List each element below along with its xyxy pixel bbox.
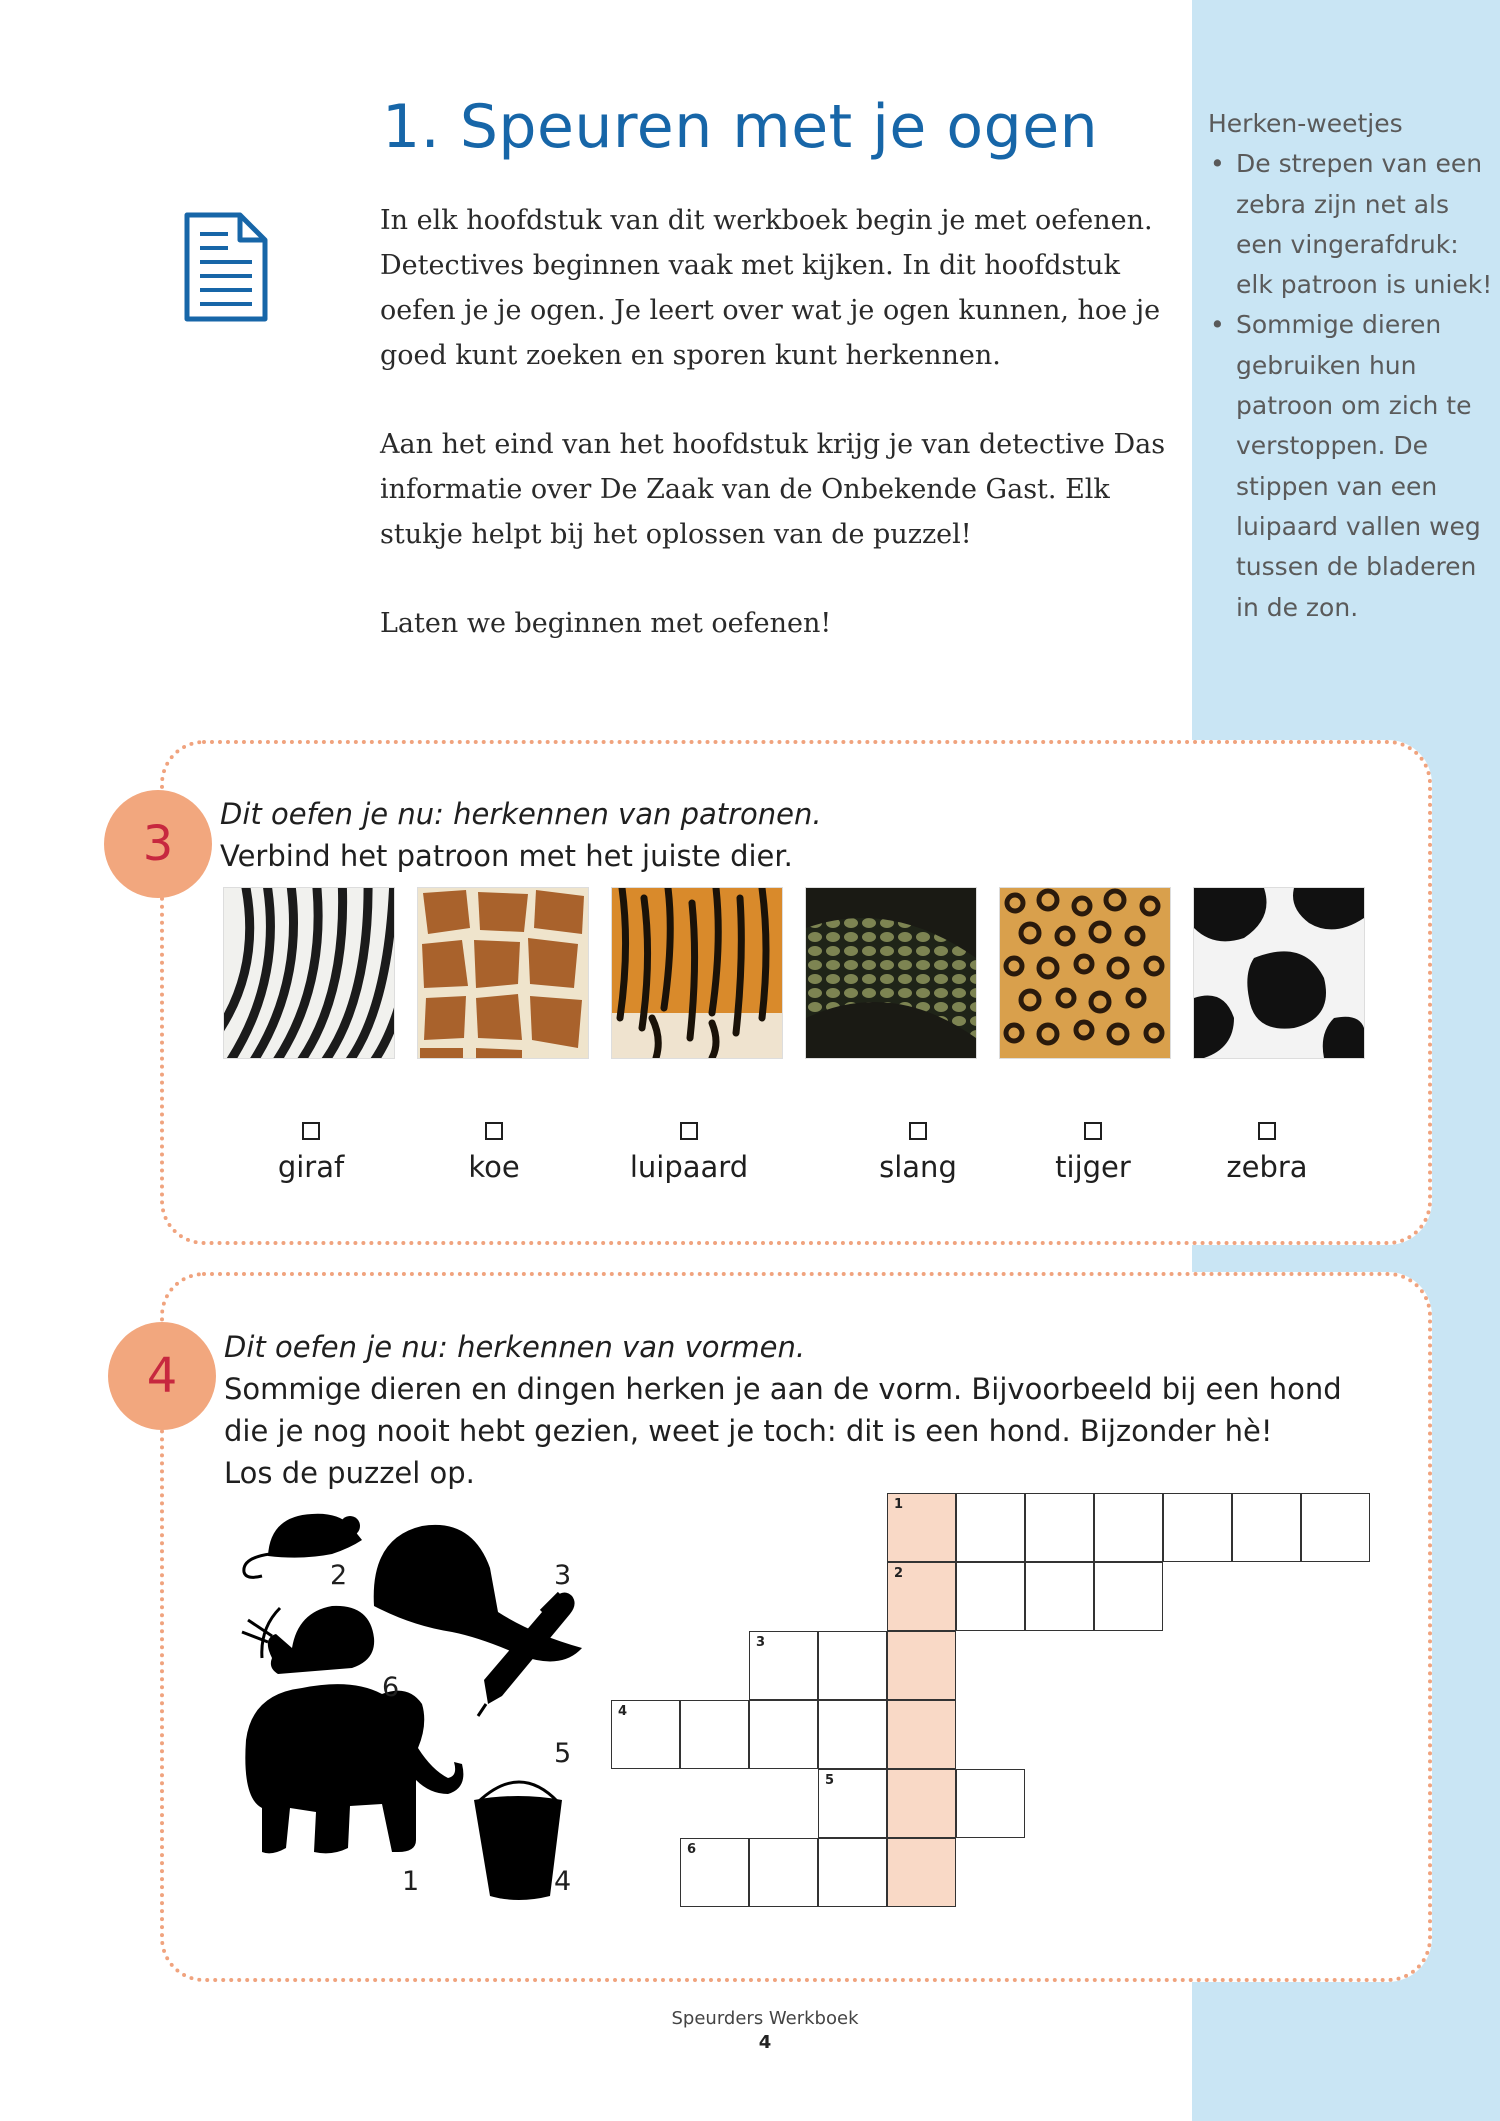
silhouette-number: 3	[554, 1560, 572, 1591]
crossword-cell[interactable]	[887, 1562, 956, 1631]
herken-weetjes-panel	[1208, 104, 1493, 628]
option-tijger[interactable]	[1013, 1122, 1173, 1184]
crossword-cell[interactable]	[956, 1562, 1025, 1631]
checkbox[interactable]	[302, 1122, 320, 1140]
intro-paragraph: Laten we beginnen met oefenen!	[380, 608, 832, 639]
snail-silhouette	[242, 1606, 374, 1674]
option-koe[interactable]	[414, 1122, 574, 1184]
option-label: zebra	[1226, 1150, 1308, 1184]
silhouette-shapes	[232, 1508, 592, 1912]
silhouette-number: 2	[330, 1560, 348, 1591]
exercise-4-text	[224, 1326, 1374, 1494]
crossword-cell[interactable]	[749, 1631, 818, 1700]
facts-list	[1208, 144, 1493, 628]
exercise-4-subtitle: Dit oefen je nu: herkennen van vormen.	[224, 1330, 806, 1364]
page-footer	[0, 2007, 1500, 2055]
crossword-clue-number: 5	[825, 1773, 835, 1788]
exercise-4-line: Los de puzzel op.	[224, 1456, 475, 1490]
crossword-cell[interactable]	[956, 1769, 1025, 1838]
option-zebra[interactable]	[1187, 1122, 1347, 1184]
snake-pattern-image[interactable]	[805, 887, 977, 1059]
option-label: luipaard	[629, 1150, 749, 1184]
giraffe-pattern-image[interactable]	[417, 887, 589, 1059]
option-label: koe	[468, 1150, 520, 1184]
crossword-clue-number: 6	[687, 1842, 697, 1857]
crossword-cell[interactable]	[1094, 1493, 1163, 1562]
crossword-cell[interactable]	[749, 1700, 818, 1769]
exercise-3-number: 3	[104, 790, 212, 898]
fact-item: • Sommige dieren gebruiken hun patroon om zich te verstoppen. De stippen van een luipaard vallen weg tussen de bladeren in de zon.	[1208, 305, 1493, 627]
cap-silhouette	[374, 1525, 582, 1662]
crossword-cell[interactable]	[887, 1700, 956, 1769]
crossword-cell[interactable]	[1232, 1493, 1301, 1562]
document-icon	[184, 212, 268, 326]
option-label: tijger	[1055, 1150, 1131, 1184]
crossword-cell[interactable]	[749, 1838, 818, 1907]
crossword-cell[interactable]	[1025, 1562, 1094, 1631]
crossword-clue-number: 4	[618, 1704, 628, 1719]
crossword-cell[interactable]	[956, 1493, 1025, 1562]
checkbox[interactable]	[485, 1122, 503, 1140]
exercise-3-instruction: Verbind het patroon met het juiste dier.	[220, 839, 793, 873]
leopard-pattern-image[interactable]	[999, 887, 1171, 1059]
crossword-clue-number: 2	[894, 1566, 904, 1581]
crossword-cell[interactable]	[818, 1769, 887, 1838]
crossword-cell[interactable]	[1094, 1562, 1163, 1631]
crossword-cell[interactable]	[887, 1769, 956, 1838]
exercise-4-number: 4	[108, 1322, 216, 1430]
elephant-silhouette	[245, 1684, 463, 1853]
crossword-cell[interactable]	[1301, 1493, 1370, 1562]
silhouette-drawing	[232, 1508, 592, 1908]
checkbox[interactable]	[1258, 1122, 1276, 1140]
footer-title: Speurders Werkboek	[671, 2008, 859, 2029]
option-slang[interactable]	[838, 1122, 998, 1184]
silhouette-number: 5	[554, 1738, 572, 1769]
option-label: slang	[879, 1150, 957, 1184]
intro-text	[380, 198, 1170, 690]
crossword-clue-number: 1	[894, 1497, 904, 1512]
option-luipaard[interactable]	[609, 1122, 769, 1184]
intro-paragraph: Aan het eind van het hoofdstuk krijg je van detective Das informatie over De Zaak van de Onbekende Gast. Elk stukje helpt bij het oplossen van de puzzel!	[380, 429, 1166, 550]
crossword-cell[interactable]	[818, 1631, 887, 1700]
facts-title: Herken-weetjes	[1208, 109, 1403, 138]
crossword-cell[interactable]	[887, 1838, 956, 1907]
silhouette-number: 4	[554, 1866, 572, 1897]
cow-pattern-image[interactable]	[1193, 887, 1365, 1059]
silhouette-number: 6	[382, 1672, 400, 1703]
crossword-cell[interactable]	[680, 1838, 749, 1907]
option-giraf[interactable]	[231, 1122, 391, 1184]
crossword-clue-number: 3	[756, 1635, 766, 1650]
fact-item: • De strepen van een zebra zijn net als een vingerafdruk: elk patroon is uniek!	[1208, 144, 1493, 305]
option-label: giraf	[277, 1150, 345, 1184]
silhouette-number: 1	[402, 1866, 420, 1897]
exercise-3-subtitle: Dit oefen je nu: herkennen van patronen.	[220, 797, 822, 831]
intro-paragraph: In elk hoofdstuk van dit werkboek begin je met oefenen. Detectives beginnen vaak met kijken. In dit hoofdstuk oefen je je ogen. Je leert over wat je ogen kunnen, hoe je goed kunt zoeken en sporen kunt herkennen.	[380, 205, 1161, 371]
checkbox[interactable]	[680, 1122, 698, 1140]
checkbox[interactable]	[1084, 1122, 1102, 1140]
tiger-pattern-image[interactable]	[611, 887, 783, 1059]
exercise-4-line: Sommige dieren en dingen herken je aan de vorm. Bijvoorbeeld bij een hond	[224, 1372, 1342, 1406]
exercise-3-text	[220, 793, 822, 877]
zebra-pattern-image[interactable]	[223, 887, 395, 1059]
bucket-silhouette	[474, 1782, 562, 1900]
crossword-cell[interactable]	[887, 1493, 956, 1562]
checkbox[interactable]	[909, 1122, 927, 1140]
crossword-cell[interactable]	[1163, 1493, 1232, 1562]
crossword-cell[interactable]	[818, 1700, 887, 1769]
exercise-4-line: die je nog nooit hebt gezien, weet je toch: dit is een hond. Bijzonder hè!	[224, 1414, 1273, 1448]
crossword-cell[interactable]	[611, 1700, 680, 1769]
crossword-cell[interactable]	[818, 1838, 887, 1907]
page-title: 1. Speuren met je ogen	[382, 92, 1099, 162]
crossword-cell[interactable]	[680, 1700, 749, 1769]
crossword-cell[interactable]	[887, 1631, 956, 1700]
page-number: 4	[758, 2032, 772, 2053]
crossword-cell[interactable]	[1025, 1493, 1094, 1562]
